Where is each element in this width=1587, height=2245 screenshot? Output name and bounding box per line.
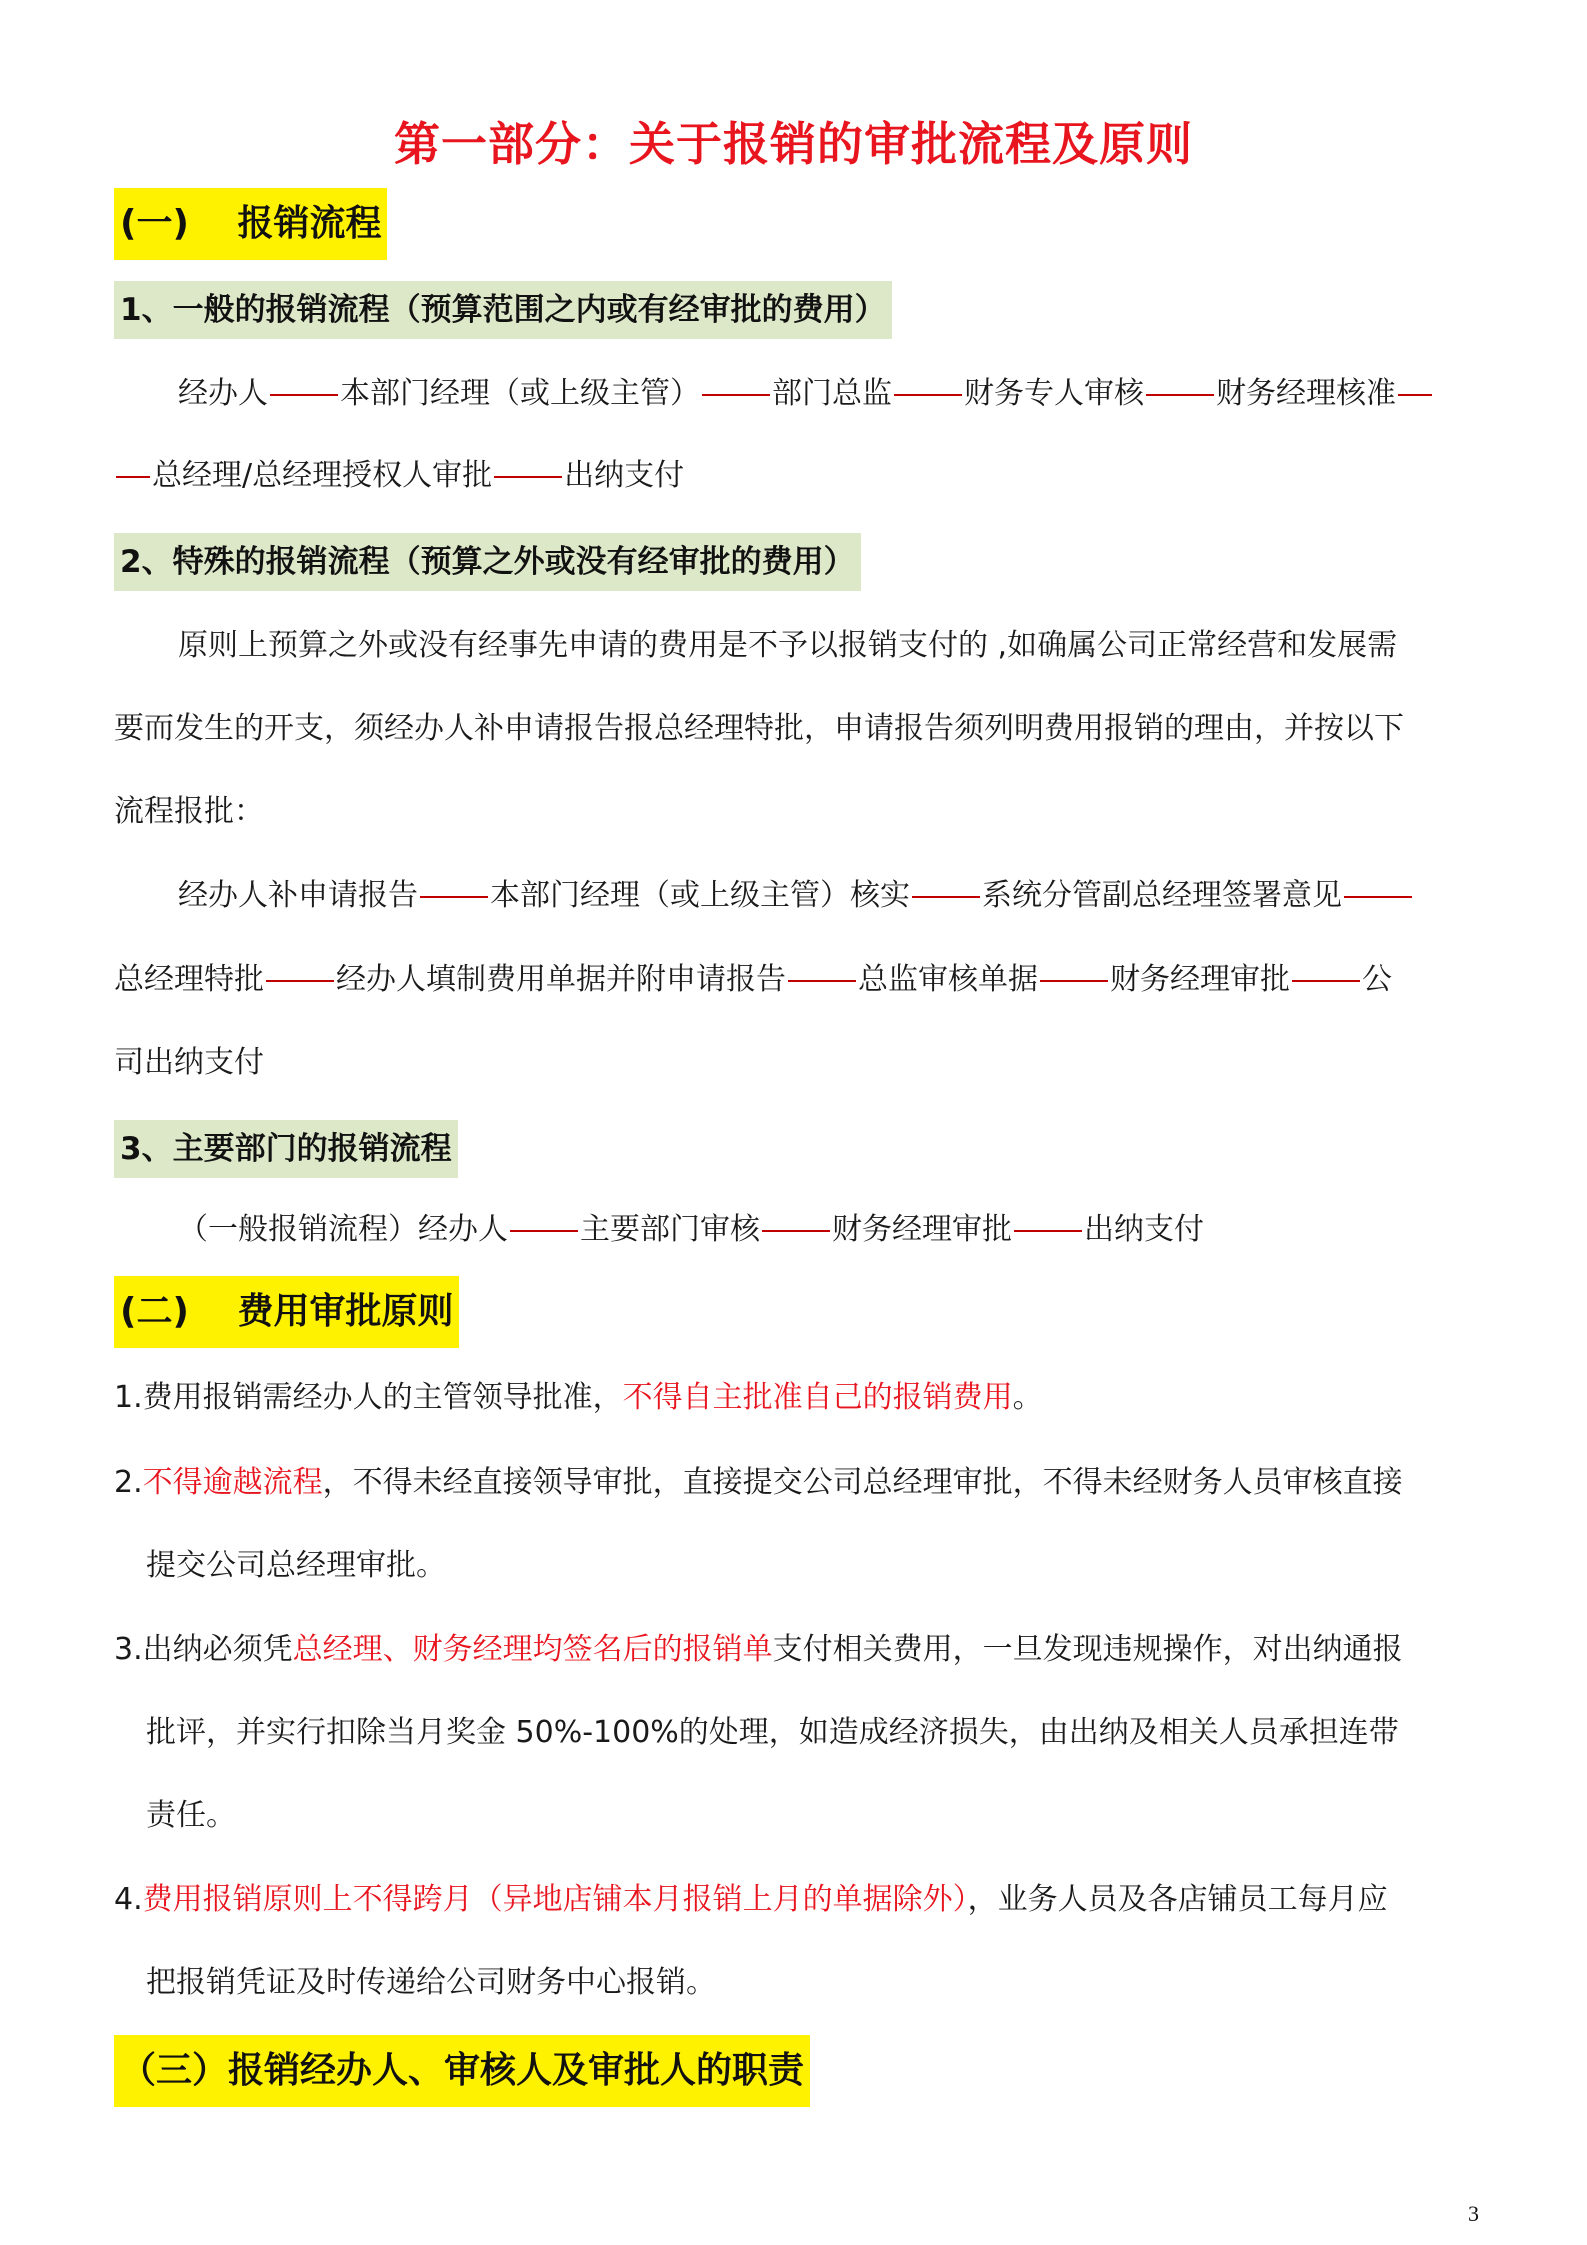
special-flow-line-3: 司出纳支付 <box>114 1045 264 1080</box>
special-flow-line-1: 经办人补申请报告 本部门经理（或上级主管）核实 系统分管副总经理签署意见 <box>178 876 1414 916</box>
special-flow-line-2: 总经理特批 经办人填制费用单据并附申请报告 总监审核单据 财务经理审批 公 <box>114 962 1392 997</box>
principle-item-2-line-1: 2.不得逾越流程，不得未经直接领导审批，直接提交公司总经理审批，不得未经财务人员审核直接 <box>114 1465 1403 1500</box>
flow-arrow <box>270 394 338 396</box>
principle-item-3-line-1: 3.出纳必须凭总经理、财务经理均签名后的报销单支付相关费用，一旦发现违规操作，对出纳通报 <box>114 1632 1403 1667</box>
general-flow-line-2: 总经理/总经理授权人审批 出纳支付 <box>114 456 684 496</box>
flow-arrow <box>788 980 856 982</box>
section-heading-3: （三）报销经办人、审核人及审批人的职责 <box>114 2035 810 2107</box>
flow-arrow <box>1040 980 1108 982</box>
flow-arrow <box>894 394 962 396</box>
special-para-line-2: 要而发生的开支，须经办人补申请报告报总经理特批，申请报告须列明费用报销的理由，并按以下 <box>114 711 1404 746</box>
flow-arrow <box>510 1230 578 1232</box>
subheading-main-dept-flow: 3、主要部门的报销流程 <box>114 1120 458 1178</box>
principle-item-4-line-1: 4.费用报销原则上不得跨月（异地店铺本月报销上月的单据除外），业务人员及各店铺员工每月应 <box>114 1882 1388 1917</box>
section-heading-1: (一) 报销流程 <box>114 188 387 260</box>
flow-arrow <box>912 896 980 898</box>
subheading-general-flow: 1、一般的报销流程（预算范围之内或有经审批的费用） <box>114 281 892 339</box>
main-dept-flow-line: （一般报销流程）经办人 主要部门审核 财务经理审批 出纳支付 <box>178 1212 1204 1247</box>
flow-arrow <box>116 476 150 478</box>
flow-arrow <box>1344 896 1412 898</box>
flow-arrow <box>1146 394 1214 396</box>
principle-item-4-line-2: 把报销凭证及时传递给公司财务中心报销。 <box>146 1965 716 2000</box>
special-para-line-3: 流程报批： <box>114 794 264 829</box>
flow-arrow <box>1398 394 1432 396</box>
principle-item-1: 1.费用报销需经办人的主管领导批准，不得自主批准自己的报销费用。 <box>114 1380 1043 1415</box>
flow-arrow <box>420 896 488 898</box>
flow-arrow <box>266 980 334 982</box>
special-para-line-1: 原则上预算之外或没有经事先申请的费用是不予以报销支付的 ,如确属公司正常经营和发展需 <box>178 628 1398 663</box>
page-title: 第一部分：关于报销的审批流程及原则 <box>394 117 1193 171</box>
principle-item-2-line-2: 提交公司总经理审批。 <box>146 1548 446 1583</box>
flow-arrow <box>1292 980 1360 982</box>
principle-item-3-line-2: 批评，并实行扣除当月奖金 50%-100%的处理，如造成经济损失，由出纳及相关人员承担连带 <box>146 1715 1399 1750</box>
flow-arrow <box>494 476 562 478</box>
page-number: 3 <box>1468 2201 1479 2226</box>
principle-item-3-line-3: 责任。 <box>146 1798 236 1833</box>
flow-arrow <box>702 394 770 396</box>
flow-arrow <box>762 1230 830 1232</box>
general-flow-line-1: 经办人 本部门经理（或上级主管） 部门总监 财务专人审核 财务经理核准 <box>178 374 1434 414</box>
flow-arrow <box>1014 1230 1082 1232</box>
subheading-special-flow: 2、特殊的报销流程（预算之外或没有经审批的费用） <box>114 533 861 591</box>
section-heading-2: (二) 费用审批原则 <box>114 1276 459 1348</box>
